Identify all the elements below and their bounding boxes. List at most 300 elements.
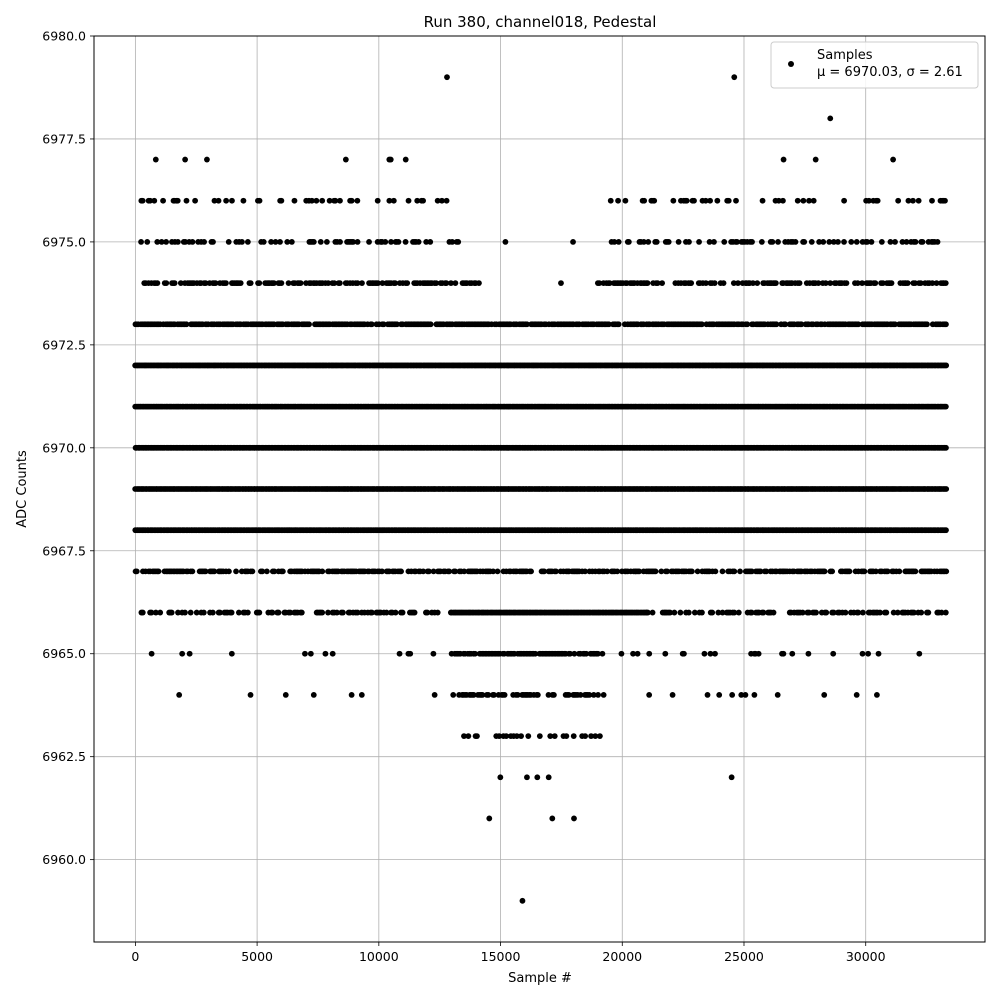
y-tick-label: 6970.0: [42, 440, 86, 456]
data-point: [749, 239, 755, 245]
data-point: [651, 198, 657, 204]
data-point: [737, 568, 743, 574]
data-point: [943, 486, 949, 492]
data-point: [256, 280, 262, 286]
data-point: [156, 568, 162, 574]
data-point: [801, 239, 807, 245]
data-point: [827, 115, 833, 121]
data-point: [601, 692, 607, 698]
data-point: [404, 280, 410, 286]
data-point: [261, 239, 267, 245]
legend-stats: μ = 6970.03, σ = 2.61: [817, 65, 963, 80]
data-point: [662, 651, 668, 657]
data-point: [229, 651, 235, 657]
data-point: [349, 692, 355, 698]
data-point: [943, 363, 949, 369]
data-point: [210, 610, 216, 616]
data-point: [298, 280, 304, 286]
data-point: [412, 610, 418, 616]
data-point: [403, 239, 409, 245]
data-point: [600, 651, 606, 657]
data-point: [216, 198, 222, 204]
data-point: [403, 157, 409, 163]
data-point: [210, 239, 216, 245]
data-point: [558, 280, 564, 286]
data-point: [876, 651, 882, 657]
x-tick-label: 25000: [724, 949, 764, 964]
data-point: [702, 651, 708, 657]
y-tick-label: 6967.5: [42, 543, 86, 559]
data-point: [650, 610, 656, 616]
data-point: [337, 280, 343, 286]
data-point: [800, 198, 806, 204]
data-point: [189, 568, 195, 574]
data-point: [299, 610, 305, 616]
data-point: [848, 239, 854, 245]
data-point: [789, 651, 795, 657]
data-point: [179, 651, 185, 657]
data-point: [188, 610, 194, 616]
data-point: [677, 610, 683, 616]
data-point: [428, 321, 434, 327]
data-point: [239, 239, 245, 245]
data-point: [736, 610, 742, 616]
data-point: [319, 198, 325, 204]
data-point: [707, 198, 713, 204]
data-point: [486, 816, 492, 822]
data-point: [184, 198, 190, 204]
data-point: [319, 610, 325, 616]
data-point: [646, 651, 652, 657]
data-point: [280, 568, 286, 574]
data-point: [187, 651, 193, 657]
data-point: [134, 568, 140, 574]
data-point: [163, 280, 169, 286]
data-point: [313, 198, 319, 204]
data-point: [910, 198, 916, 204]
data-point: [781, 651, 787, 657]
x-tick-label: 30000: [845, 949, 886, 964]
data-point: [549, 816, 555, 822]
data-point: [248, 692, 254, 698]
data-point: [534, 774, 540, 780]
data-point: [874, 692, 880, 698]
data-point: [452, 280, 458, 286]
data-point: [444, 74, 450, 80]
data-point: [323, 651, 329, 657]
x-tick-label: 0: [131, 949, 140, 964]
data-point: [366, 239, 372, 245]
data-point: [721, 239, 727, 245]
data-point: [292, 198, 298, 204]
data-point: [535, 692, 541, 698]
data-point: [699, 610, 705, 616]
data-point: [176, 692, 182, 698]
data-point: [138, 239, 144, 245]
data-point: [375, 198, 381, 204]
x-tick-label: 15000: [480, 949, 521, 964]
y-tick-label: 6965.0: [42, 646, 86, 662]
data-point: [759, 239, 765, 245]
y-tick-label: 6977.5: [42, 131, 86, 147]
data-point: [169, 610, 175, 616]
data-point: [528, 568, 534, 574]
data-point: [250, 568, 256, 574]
data-point: [289, 239, 295, 245]
data-point: [524, 774, 530, 780]
data-point: [552, 733, 558, 739]
data-point: [809, 239, 815, 245]
data-point: [896, 568, 902, 574]
data-point: [226, 568, 232, 574]
data-point: [773, 280, 779, 286]
data-point: [302, 651, 308, 657]
data-point: [241, 198, 247, 204]
data-point: [716, 692, 722, 698]
data-point: [571, 733, 577, 739]
data-point: [308, 651, 314, 657]
data-point: [865, 651, 871, 657]
data-point: [872, 280, 878, 286]
data-point: [925, 610, 931, 616]
data-point: [154, 280, 160, 286]
data-point: [175, 239, 181, 245]
data-point: [935, 239, 941, 245]
data-point: [684, 198, 690, 204]
data-point: [615, 198, 621, 204]
data-point: [688, 280, 694, 286]
data-point: [324, 239, 330, 245]
data-point: [277, 239, 283, 245]
data-point: [821, 692, 827, 698]
data-point: [775, 692, 781, 698]
data-point: [278, 198, 284, 204]
data-point: [140, 610, 146, 616]
data-point: [503, 239, 509, 245]
data-point: [396, 239, 402, 245]
data-point: [248, 280, 254, 286]
data-point: [841, 239, 847, 245]
data-point: [635, 651, 641, 657]
data-point: [860, 610, 866, 616]
data-point: [619, 651, 625, 657]
data-point: [416, 239, 422, 245]
data-point: [823, 610, 829, 616]
data-point: [245, 239, 251, 245]
data-point: [355, 239, 361, 245]
data-point: [276, 610, 282, 616]
data-point: [359, 692, 365, 698]
data-point: [306, 321, 312, 327]
data-point: [721, 280, 727, 286]
data-point: [283, 692, 289, 698]
data-point: [537, 733, 543, 739]
y-tick-label: 6980.0: [42, 28, 86, 44]
data-point: [343, 157, 349, 163]
y-tick-label: 6962.5: [42, 749, 86, 765]
data-point: [340, 610, 346, 616]
data-point: [943, 445, 949, 451]
data-point: [311, 239, 317, 245]
data-point: [929, 198, 935, 204]
data-point: [883, 610, 889, 616]
data-point: [726, 198, 732, 204]
legend-marker: [788, 61, 794, 67]
data-point: [835, 239, 841, 245]
data-point: [793, 239, 799, 245]
data-point: [233, 568, 239, 574]
data-point: [595, 692, 601, 698]
legend-series-name: Samples: [817, 48, 873, 63]
data-point: [743, 692, 749, 698]
data-point: [151, 198, 157, 204]
data-point: [830, 651, 836, 657]
data-point: [666, 239, 672, 245]
data-point: [140, 198, 146, 204]
data-point: [192, 198, 198, 204]
data-point: [890, 157, 896, 163]
data-point: [382, 239, 388, 245]
data-point: [616, 239, 622, 245]
data-point: [912, 568, 918, 574]
data-point: [430, 651, 436, 657]
data-point: [889, 280, 895, 286]
data-point: [943, 568, 949, 574]
data-point: [806, 651, 812, 657]
data-point: [393, 610, 399, 616]
data-point: [943, 321, 949, 327]
data-point: [813, 157, 819, 163]
data-point: [465, 733, 471, 739]
data-point: [623, 198, 629, 204]
data-point: [223, 198, 229, 204]
data-point: [397, 651, 403, 657]
data-point: [474, 733, 480, 739]
data-point: [597, 733, 603, 739]
y-tick-label: 6960.0: [42, 852, 86, 868]
data-point: [696, 239, 702, 245]
data-point: [676, 239, 682, 245]
data-point: [775, 239, 781, 245]
data-point: [869, 239, 875, 245]
data-point: [172, 280, 178, 286]
data-point: [359, 280, 365, 286]
data-point: [337, 198, 343, 204]
data-point: [943, 527, 949, 533]
data-point: [671, 610, 677, 616]
data-point: [616, 321, 622, 327]
data-point: [733, 198, 739, 204]
data-point: [654, 239, 660, 245]
data-point: [713, 568, 719, 574]
data-point: [570, 239, 576, 245]
data-point: [546, 774, 552, 780]
data-point: [476, 280, 482, 286]
data-point: [319, 568, 325, 574]
x-axis-label: Sample #: [508, 971, 572, 986]
data-point: [729, 692, 735, 698]
data-point: [520, 898, 526, 904]
data-point: [264, 568, 270, 574]
data-point: [760, 198, 766, 204]
data-point: [797, 280, 803, 286]
legend: [771, 42, 978, 88]
data-point: [841, 198, 847, 204]
data-point: [163, 239, 169, 245]
data-point: [245, 610, 251, 616]
data-point: [525, 733, 531, 739]
data-point: [711, 239, 717, 245]
data-point: [681, 651, 687, 657]
data-point: [731, 74, 737, 80]
data-point: [391, 198, 397, 204]
data-point: [495, 568, 501, 574]
data-point: [756, 651, 762, 657]
data-point: [406, 198, 412, 204]
data-point: [435, 610, 441, 616]
data-point: [420, 198, 426, 204]
data-point: [563, 733, 569, 739]
data-point: [781, 157, 787, 163]
data-point: [450, 692, 456, 698]
data-point: [705, 692, 711, 698]
data-point: [571, 816, 577, 822]
data-point: [444, 198, 450, 204]
data-point: [226, 239, 232, 245]
data-point: [582, 733, 588, 739]
data-point: [608, 198, 614, 204]
x-tick-label: 10000: [358, 949, 399, 964]
data-point: [670, 692, 676, 698]
data-point: [407, 651, 413, 657]
data-point: [175, 198, 181, 204]
data-point: [943, 280, 949, 286]
data-point: [388, 157, 394, 163]
data-point: [349, 198, 355, 204]
data-point: [822, 568, 828, 574]
data-point: [330, 651, 336, 657]
data-point: [916, 651, 922, 657]
data-point: [646, 692, 652, 698]
data-point: [751, 692, 757, 698]
data-point: [182, 610, 188, 616]
data-point: [497, 774, 503, 780]
data-point: [709, 610, 715, 616]
data-point: [844, 280, 850, 286]
data-point: [153, 157, 159, 163]
data-point: [854, 692, 860, 698]
data-point: [689, 568, 695, 574]
data-point: [229, 198, 235, 204]
data-point: [518, 733, 524, 739]
y-axis-label: ADC Counts: [15, 450, 30, 528]
data-point: [943, 404, 949, 410]
data-point: [201, 239, 207, 245]
data-point: [318, 239, 324, 245]
data-point: [720, 568, 726, 574]
data-point: [311, 692, 317, 698]
x-tick-label: 5000: [241, 949, 274, 964]
data-point: [862, 568, 868, 574]
data-point: [854, 239, 860, 245]
data-point: [229, 610, 235, 616]
data-point: [905, 280, 911, 286]
data-point: [626, 239, 632, 245]
data-point: [659, 280, 665, 286]
data-point: [920, 239, 926, 245]
data-point: [337, 239, 343, 245]
data-point: [641, 198, 647, 204]
data-point: [895, 198, 901, 204]
data-point: [427, 239, 433, 245]
data-point: [144, 239, 150, 245]
data-point: [398, 568, 404, 574]
data-point: [400, 610, 406, 616]
data-point: [455, 239, 461, 245]
data-point: [916, 198, 922, 204]
data-point: [204, 157, 210, 163]
data-point: [670, 198, 676, 204]
data-point: [780, 198, 786, 204]
data-point: [860, 651, 866, 657]
data-point: [201, 610, 207, 616]
data-point: [918, 610, 924, 616]
data-point: [943, 610, 949, 616]
data-point: [223, 280, 229, 286]
data-point: [182, 157, 188, 163]
data-point: [653, 568, 659, 574]
data-point: [712, 651, 718, 657]
data-point: [847, 568, 853, 574]
data-point: [257, 198, 263, 204]
data-point: [771, 610, 777, 616]
chart-title: Run 380, channel018, Pedestal: [423, 13, 657, 31]
data-point: [712, 280, 718, 286]
data-point: [754, 280, 760, 286]
data-point: [913, 239, 919, 245]
data-point: [686, 239, 692, 245]
data-point: [924, 321, 930, 327]
data-point: [256, 610, 262, 616]
data-point: [714, 198, 720, 204]
data-point: [829, 568, 835, 574]
data-point: [879, 239, 885, 245]
data-point: [149, 651, 155, 657]
data-point: [811, 198, 817, 204]
data-point: [502, 692, 508, 698]
data-point: [354, 198, 360, 204]
data-point: [551, 692, 557, 698]
data-point: [770, 239, 776, 245]
data-point: [157, 610, 163, 616]
data-point: [843, 610, 849, 616]
data-point: [892, 239, 898, 245]
data-point: [278, 280, 284, 286]
data-point: [942, 198, 948, 204]
data-point: [432, 692, 438, 698]
data-point: [813, 610, 819, 616]
data-point: [729, 774, 735, 780]
data-point: [875, 198, 881, 204]
data-point: [795, 198, 801, 204]
y-tick-label: 6975.0: [42, 234, 86, 250]
data-point: [645, 280, 651, 286]
data-point: [731, 568, 737, 574]
data-point: [160, 198, 166, 204]
data-point: [820, 239, 826, 245]
x-tick-label: 20000: [602, 949, 643, 964]
data-point: [238, 280, 244, 286]
